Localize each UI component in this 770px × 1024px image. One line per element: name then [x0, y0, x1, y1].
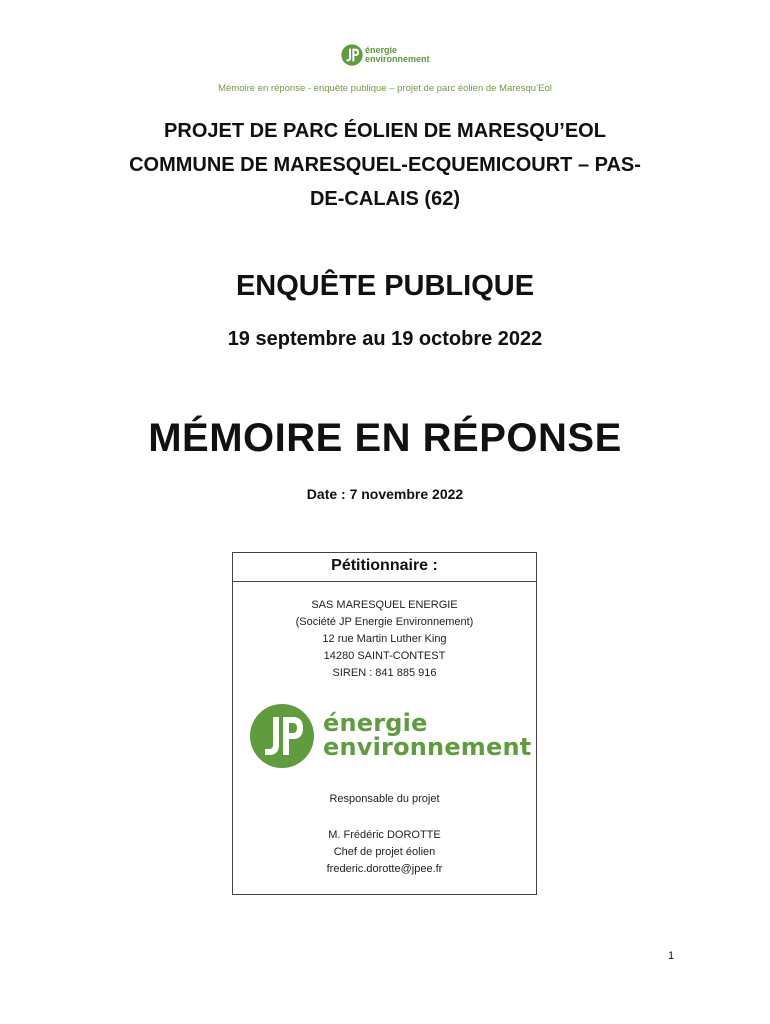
company-line: SIREN : 841 885 916 — [332, 667, 437, 679]
jp-logo-icon — [341, 44, 363, 66]
responsible-label: Responsable du projet — [329, 793, 440, 805]
enquete-dates: 19 septembre au 19 octobre 2022 — [227, 328, 543, 350]
title-line: PROJET DE PARC ÉOLIEN DE MARESQU’EOL — [164, 120, 606, 142]
jp-logo-icon — [249, 703, 315, 769]
company-line: (Société JP Energie Environnement) — [295, 616, 474, 628]
document-title: MÉMOIRE EN RÉPONSE — [148, 416, 622, 460]
petitioner-box — [232, 552, 537, 895]
header-logo-wordmark: énergie environnement — [365, 45, 430, 64]
petitioner-heading: Pétitionnaire : — [233, 553, 536, 582]
company-line: 14280 SAINT-CONTEST — [323, 650, 446, 662]
project-title — [95, 114, 675, 216]
contact-line: M. Frédéric DOROTTE — [328, 829, 441, 841]
company-line: SAS MARESQUEL ENERGIE — [311, 599, 458, 611]
logo-wordmark-line: environnement — [323, 733, 532, 761]
title-line: DE-CALAIS (62) — [309, 188, 460, 210]
contact-line: Chef de projet éolien — [333, 846, 436, 858]
company-details — [233, 597, 536, 682]
header-logo — [341, 44, 431, 68]
document-date: Date : 7 novembre 2022 — [306, 486, 464, 502]
company-logo — [249, 703, 532, 773]
running-header: Mémoire en réponse - enquête publique – projet de parc éolien de Maresqu’Eol — [218, 83, 552, 94]
title-line: COMMUNE DE MARESQUEL-ECQUEMICOURT – PAS- — [129, 154, 641, 176]
company-line: 12 rue Martin Luther King — [322, 633, 447, 645]
contact-details — [233, 827, 536, 878]
logo-wordmark-line: énergie — [323, 709, 428, 737]
page-number: 1 — [668, 950, 675, 962]
contact-email: frederic.dorotte@jpee.fr — [326, 863, 443, 875]
enquete-title: ENQUÊTE PUBLIQUE — [235, 270, 535, 302]
